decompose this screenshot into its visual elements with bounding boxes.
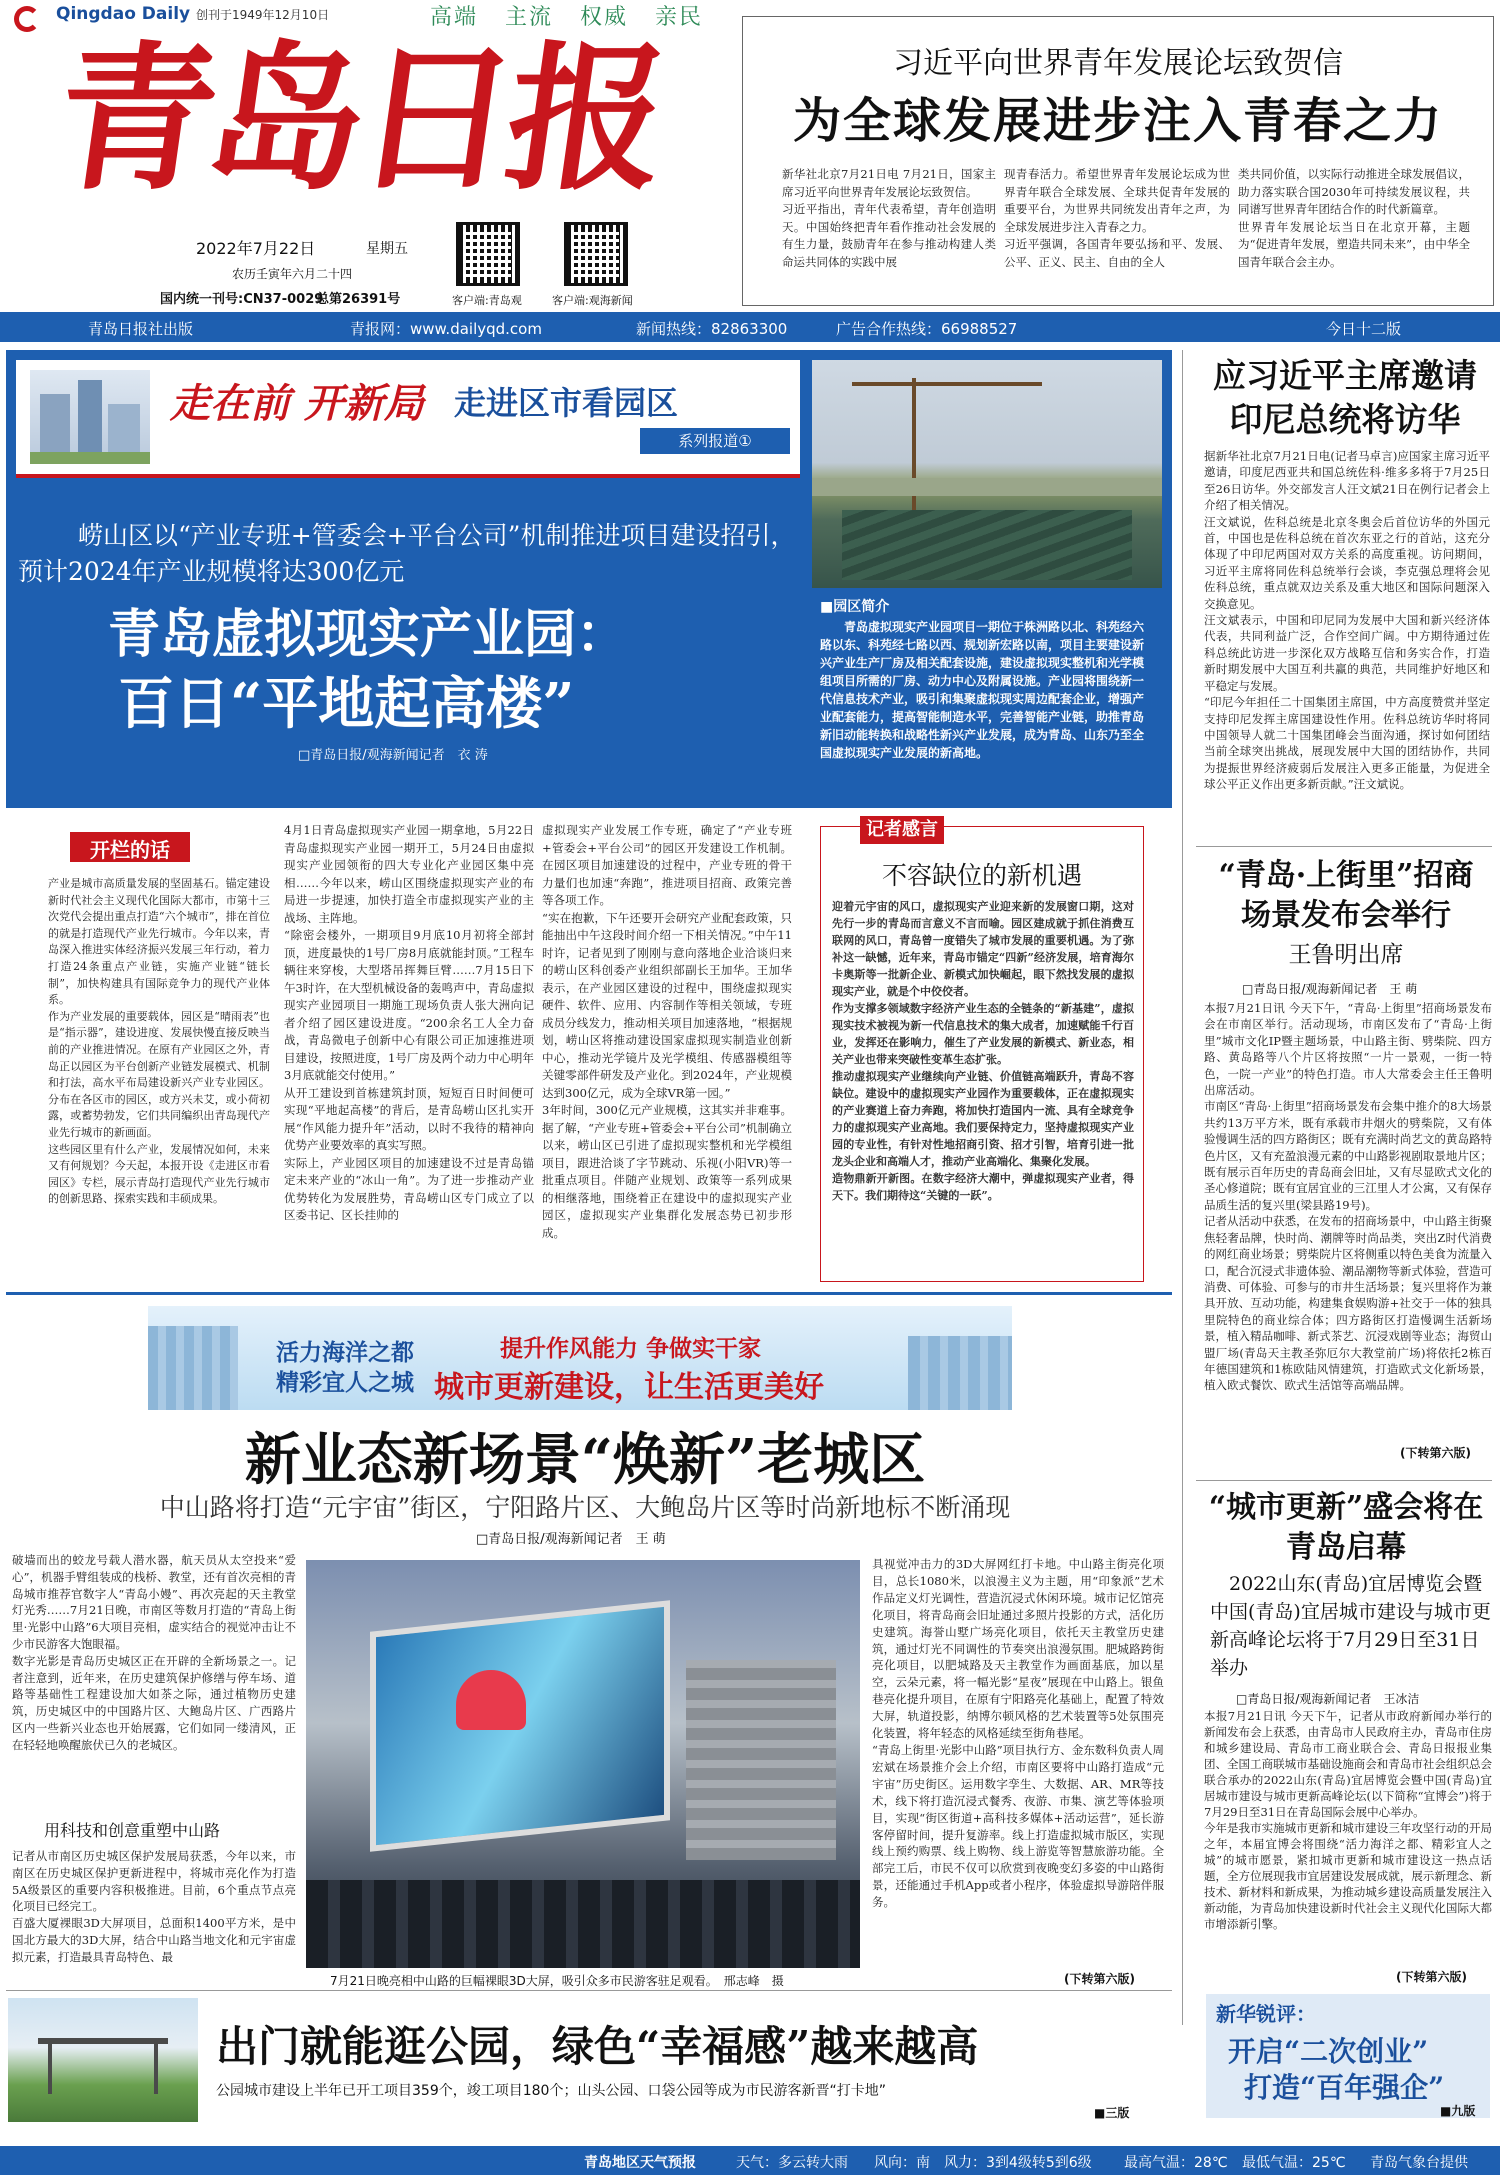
photo-caption: 7月21日晚亮相中山路的巨幅裸眼3D大屏，吸引众多市民游客驻足观看。 邢志峰 摄 (330, 1974, 784, 1988)
xinhua-headline-2[interactable]: 打造“百年强企” (1244, 2071, 1445, 2104)
divider (6, 1990, 1172, 1991)
founded-date: 创刊于1949年12月10日 (196, 8, 330, 22)
story3-subhead: 2022山东(青岛)宜居博览会暨中国(青岛)宜居城市建设与城市更新高峰论坛将于7月29日至31日举办 (1210, 1573, 1491, 1679)
story2-continued[interactable]: (下转第六版) (1400, 1446, 1471, 1460)
story2-text: 本报7月21日讯 今天下午，“青岛·上街里”招商场景发布会在市南区举行。活动现场，市南区发布了“青岛·上街里”城市文化IP暨主题场景，中山路主街、劈柴院、四方路、黄岛路等八个片区将按照“一片一景观，一街一特色，一院一产业”的特色打造。市人大常委会主任王鲁明出席活动。 市南区“青岛·上街里”招商场景发布会集中推介的8大场景共约13万平方米，既有承载市井烟火的劈柴院，又有体验慢调生活的四方路街区；既有充满时尚艺文的黄岛路特色片区，又有充盈浪漫元素的中山路影视剧取景地片区；既有展示百年历史的青岛商会旧址，又有尽显欧式文化的圣心修道院；既有宜居宜业的三江里人才公寓，又有保存品质生活的复兴里(梁县路19号)。 记者从活动中获悉，在发布的招商场景中，中山路主街聚焦轻奢品牌，快时尚、潮牌等时尚品类，突出Z时代消费的网红商业场景；劈柴院片区将侧重以特色美食为流量入口，配合沉浸式非遗体验、潮品潮物等新式体验，营造可消费、可体验、可参与的市井生活场景；复兴里将作为兼具开放、互动功能，构建集食娱购游+社交于一体的独具里院特色的商业综合体；四方路街区打造慢调生活新场景，植入精品咖啡、新式茶艺、沉浸戏剧等业态；海贸山盟厂场(青岛天主教圣弥厄尔大教堂前广场)将依托2栋百年德国建筑和1栋欧陆风情建筑，打造欧式文化新场景，植入欧式餐饮、欧式生活馆等高端品牌。 (1204, 1001, 1492, 1393)
urban-banner-line2: 精彩宜人之城 (276, 1369, 414, 1396)
top-story-col2: 现青春活力。希望世界青年发展论坛成为世界青年联合全球发展、全球共促青年发展的重要平台，为世界共同统发出青年之声，为全球发展进步注入青春之力。 习近平强调，各国青年要弘扬和平、发展、公平、正义、民主、自由的全人 (1004, 167, 1230, 269)
building-illustration-icon (30, 370, 150, 464)
issue-number: 总第26391号 (316, 292, 401, 307)
park-intro-label: ■园区简介 (820, 599, 890, 615)
divider (1196, 846, 1492, 847)
slogans: 高端 主流 权威 亲民 (430, 5, 703, 30)
bottom-subhead: 公园城市建设上半年已开工项目359个，竣工项目180个；山头公园、口袋公园等成为市民游客新晋“打卡地” (216, 2083, 886, 2099)
lunar-date: 农历壬寅年六月二十四 (232, 267, 353, 281)
story1-headline[interactable]: 应习近平主席邀请印尼总统将访华 (1213, 356, 1477, 439)
issue-date: 2022年7月22日 (196, 239, 316, 258)
page-count: 今日十二版 (1326, 320, 1402, 338)
bottom-headline[interactable]: 出门就能逛公园，绿色“幸福感”越来越高 (216, 2022, 979, 2071)
story2-subhead: 王鲁明出席 (1288, 942, 1404, 968)
weather-source: 青岛气象台提供 (1370, 2155, 1468, 2171)
issue-weekday: 星期五 (366, 241, 408, 257)
feature-body-col3: 虚拟现实产业发展工作专班，确定了“产业专班+管委会+平台公司”的园区开发建设工作机制。在园区项目加速建设的过程中，产业专班的骨干力量们也加速“奔跑”，推进项目招商、政策完善等各项工作。 “实在抱歉，下午还要开会研究产业配套政策，只能抽出中午这段时间介绍一下相关情况。”中午11时许，记者见到了刚刚与意向落地企业洽谈归来的崂山区科创委产业组织部副长王加华。王加华表示，在产业园区建设的过程中，围绕虚拟现实硬件、软件、应用、内容制作等相关领域，专班成员分线发力，推动相关项目加速落地，“根据规划，崂山区将推动建设国家虚拟现实制造业创新中心，推动光学镜片及光学模组、传感器模组等关键零部件研发及产业化。到2024年，产业规模达到300亿元，成为全球VR第一园。” 3年时间，300亿元产业规模，这其实并非难事。据了解，“产业专班+管委会+平台公司”机制确立以来，崂山区已引进了虚拟现实整机和光学模组项目，跟进洽谈了字节跳动、乐视(小阳VR)等一批重点项目。伴随产业规划、政策等一系列成果的相继落地，围绕着正在建设中的虚拟现实产业园区，虚拟现实产业集群化发展态势已初步形成。 (542, 823, 792, 1240)
opening-label-text: 开栏的话 (90, 838, 170, 862)
ad-hotline: 广告合作热线：66988527 (836, 320, 1018, 338)
commentary-text: 迎着元宇宙的风口，虚拟现实产业迎来新的发展窗口期，这对先行一步的青岛而言意义不言而喻。园区建成就于抓住消费互联网的风口，青岛曾一度错失了城市发展的重要机遇。为了弥补这一缺憾，近年来，青岛市锚定“四新”经济发展，培育海尔卡奥斯等一批新企业、新模式加快崛起，眼下然找发展的虚拟现实产业，就是个中佼佼者。 作为支撑多领域数字经济产业生态的全链条的“新基建”，虚拟现实技术被视为新一代信息技术的集大成者，加速赋能千行百业，发挥还在影响力，催生了产业发展的新模式、新业态，相关产业也带来突破性变革生态扩张。 推动虚拟现实产业继续向产业链、价值链高端跃升，青岛不容缺位。建设中的虚拟现实产业园作为重要载体，正在虚拟现实的产业赛道上奋力奔跑，将加快打造国内一流、具有全球竞争力的虚拟现实产业高地。我们要保持定力，坚持虚拟现实产业园的专业性，有针对性地招商引资、招才引智，培育引进一批龙头企业和高端人才，推动产业高端化、集聚化发展。 造物鼎新开新图。在数字经济大潮中，弹虚拟现实产业者，得天下。我们期待这“关键的一跃”。 (832, 900, 1134, 1202)
story3-headline[interactable]: “城市更新”盛会将在青岛启幕 (1208, 1490, 1484, 1565)
urban-banner-title: 城市更新建设，让生活更美好 (434, 1370, 824, 1405)
top-story-kicker: 习近平向世界青年发展论坛致贺信 (893, 46, 1343, 81)
xinhua-headline-1[interactable]: 开启“二次创业” (1228, 2035, 1429, 2068)
urban-body-left2: 记者从市南区历史城区保护发展局获悉，今年以来，市南区在历史城区保护更新进程中，将城市亮化作为打造5A级景区的重要内容积极推进。目前，6个重点节点亮化项目已经完工。 百盛大厦裸眼3D大屏项目，总面积1400平方米，是中国北方最大的3D大屏，结合中山路当地文化和元宇宙虚拟元素，打造最具青岛特色、最 (12, 1849, 296, 1964)
story2-headline[interactable]: “青岛·上街里”招商场景发布会举行 (1218, 858, 1474, 933)
urban-subhead2: 用科技和创意重塑中山路 (44, 1821, 221, 1840)
red-mark-icon (14, 6, 40, 32)
weather-wind-force: 风力：3到4级转5到6级 (944, 2155, 1092, 2171)
story3-byline: □青岛日报/观海新闻记者 王冰洁 (1236, 1692, 1420, 1706)
divider (6, 1292, 1172, 1295)
qr-label-2: 客户端:观海新闻 (552, 294, 633, 307)
news-hotline: 新闻热线：82863300 (636, 320, 788, 338)
top-story-headline[interactable]: 为全球发展进步注入青春之力 (792, 93, 1443, 149)
weather-condition: 天气：多云转大雨 (736, 2155, 848, 2171)
weather-label: 青岛地区天气预报 (584, 2155, 696, 2171)
bottom-page-ref: ■三版 (1094, 2106, 1130, 2120)
issn: 国内统一刊号:CN37-0029 (160, 292, 324, 307)
banner-sub: 走进区市看园区 (454, 384, 679, 422)
xinhua-page-ref: ■九版 (1440, 2104, 1476, 2118)
feature-subhead: 崂山区以“产业专班+管委会+平台公司”机制推进项目建设招引，预计2024年产业规模将达300亿元 (18, 521, 796, 586)
newspaper-logo: 青岛日报 (45, 27, 672, 212)
urban-body-right: 具视觉冲击力的3D大屏网红打卡地。中山路主街亮化项目，总长1080米，以浪漫主义为主题，用“印象派”艺术作品定义灯光调性，营造沉浸式休闲环境。城市记忆馆亮化项目，将青岛商会旧址通过多照片投影的方式，活化历史建筑。海誉山墅广场亮化项目，依托天主教堂历史建筑，通过灯光不同调性的节奏突出浪漫氛围。肥城路跨街亮化项目，以肥城路及天主教堂作为画面基底，加以星空，云朵元素，将一幅光影“星夜”展现在中山路上。银鱼巷亮化提升项目，在原有宁阳路亮化基础上，配置了特效大屏，轨道投影，纳博尔顿风格的艺术装置等5处氛围亮化装置，将年轻态的风格延续至街角巷尾。 “青岛上街里·光影中山路”项目执行方、金东数科负责人周宏斌在场景推介会上介绍，市南区要将中山路打造成“元宇宙”历史街区。运用数字孪生、大数据、AR、MR等技术，线下将打造沉浸式餐秀、夜游、市集、演艺等体验项目，实现“街区街道+高科技多媒体+活动运营”，延长游客停留时间，提升复游率。线上打造虚拟城市版区，实现线上预约购票、线上购物、线上游览等智慧旅游功能。全部完工后，市民不仅可以欣赏到夜晚变幻多姿的中山路街景，还能通过手机App或者小程序，体验虚拟导游陪伴服务。 (872, 1557, 1164, 1910)
commentary-title: 不容缺位的新机遇 (881, 861, 1082, 890)
top-story-col1: 新华社北京7月21日电 7月21日，国家主席习近平向世界青年发展论坛致贺信。 习近平指出，青年代表希望，青年创造明天。中国始终把青年看作推动社会发展的有生力量，鼓励青年在参与推动构建人类命运共同体的实践中展 (782, 167, 996, 269)
story3-continued[interactable]: (下转第六版) (1396, 1970, 1467, 1984)
series-tag: 系列报道① (640, 428, 790, 454)
urban-subhead: 中山路将打造“元宇宙”街区，宁阳路片区、大鲍岛片区等时尚新地标不断涌现 (159, 1493, 1011, 1522)
urban-byline: □青岛日报/观海新闻记者 王 萌 (476, 1532, 666, 1547)
story3-text: 本报7月21日讯 今天下午，记者从市政府新闻办举行的新闻发布会上获悉，由青岛市人民政府主办，青岛市住房和城乡建设局、青岛市工商业联合会、青岛日报报业集团、全国工商联城市基础设施商会和青岛市社会组织总会联合承办的2022山东(青岛)宜居博览会暨中国(青岛)宜居城市建设与城市更新高峰论坛(以下简称“宜博会”)将于7月29日至31日在青岛国际会展中心举办。 今年是我市实施城市更新和城市建设三年攻坚行动的开局之年，本届宜博会将围绕“活力海洋之都、精彩宜人之城”的城市愿景，紧扣城市更新和城市建设这一热点话题，全方位展现我市宜居建设发展成就，展示新理念、新技术、新材料和新成果，为推动城乡建设高质量发展注入新动能，为青岛加快建设新时代社会主义现代化国际大都市增添新引擎。 (1204, 1709, 1492, 1931)
urban-banner-slogan: 提升作风能力 争做实干家 (500, 1335, 762, 1362)
3d-screen-photo (306, 1560, 860, 1968)
urban-continued[interactable]: (下转第六版) (1064, 1972, 1135, 1986)
urban-banner-line1: 活力海洋之都 (276, 1339, 414, 1366)
weather-wind-dir: 风向：南 (874, 2155, 930, 2171)
weather-low: 最低气温：25℃ (1242, 2155, 1346, 2171)
weather-high: 最高气温：28℃ (1124, 2155, 1228, 2171)
story1-text: 据新华社北京7月21日电(记者马卓言)应国家主席习近平邀请，印度尼西亚共和国总统佐科·维多多将于7月25日至26日访华。外交部发言人汪文斌21日在例行记者会上介绍了相关情况。 汪文斌说，佐科总统是北京冬奥会后首位访华的外国元首，中国也是佐科总统在首次东亚之行的首站，这充分体现了中印尼两国对双方关系的高度重视。访问期间，习近平主席将同佐科总统举行会谈，李克强总理将会见佐科总统，重点就双边关系及重大地区和国际问题深入交换意见。 汪文斌表示，中国和印尼同为发展中大国和新兴经济体代表，共同利益广泛，合作空间广阔。中方期待通过佐科总统此访进一步深化双方战略互信和务实合作，打造新时期发展中大国互利共赢的典范，共同维护好地区和平稳定与发展。 “印尼今年担任二十国集团主席国，中方高度赞赏并坚定支持印尼发挥主席国建设性作用。佐科总统访华时将同中国领导人就二十国集团峰会当面沟通，探讨如何团结当前全球突出挑战，展现发展中大国的团结协作，共同为提振世界经济疲弱后发展注入更多正能量，为促进全球公平正义作出更多新贡献。”汪文斌说。 (1204, 449, 1490, 792)
urban-headline[interactable]: 新业态新场景“焕新”老城区 (244, 1427, 926, 1493)
feature-body-col2: 4月1日青岛虚拟现实产业园一期拿地，5月22日青岛虚拟现实产业园一期开工，5月24日由虚拟现实产业园领衔的四大专业化产业园区集中亮相……今年以来，崂山区围绕虚拟现实产业的布局进一步提速，加快打造全市虚拟现实产业的主战场、主阵地。 “除密会楼外，一期项目9月底10月初将全部封顶，进度最快的1号厂房8月底就能封顶。”工程车辆往来穿梭，大型塔吊挥舞巨臂……7月15日下午3时许，在大型机械设备的轰鸣声中，青岛虚拟现实产业园项目一期施工现场负责人张大洲向记者介绍了园区建设进度。“200余名工人全力奋战，青岛微电子创新中心有限公司正加速推进项目建设，按照进度，1号厂房及两个动力中心明年3月底就能交付使用。” 从开工建设到首栋建筑封顶，短短百日时间便可实现“平地起高楼”的背后，是青岛崂山区扎实开展“作风能力提升年”活动，以时不我待的精神向优势产业要效率的真实写照。 实际上，产业园区项目的加速建设不过是青岛锚定未来产业的“冰山一角”。为了进一步推动产业优势转化为发展胜势，青岛崂山区专门成立了以区委书记、区长挂帅的 (284, 823, 534, 1222)
qr-code-icon[interactable] (564, 222, 628, 286)
urban-body-left: 破墙而出的蛟龙号载人潜水器，航天员从太空投来“爱心”，机器手臂组装成的栈桥、教堂，还有首次亮相的青岛城市推荐官数字人“青岛小嫚”、再次亮起的天主教堂灯光秀……7月21日晚，市南区等数月打造的“青岛上街里·光影中山路”6大项目亮相，虚实结合的视觉冲击让不少市民游客大饱眼福。 数字光影是青岛历史城区正在开辟的全新场景之一。记者注意到，近年来，在历史建筑保护修缮与停车场、道路等基础性工程建设加大如茶之际，通过植物历史建筑，历史城区中的中国路片区、大鲍岛片区、广西路片区内一些新兴业态也开始展露，它们如同一缕清风，正在轻轻地唤醒旅伏已久的老城区。 (12, 1553, 296, 1752)
divider (1182, 350, 1183, 2025)
park-intro-text: 青岛虚拟现实产业园项目一期位于株洲路以北、科苑经六路以东、科苑经七路以西、规划新宏路以南，项目主要建设新兴产业生产厂房及相关配套设施，建设虚拟现实整机和光学模组项目所需的厂房、动力中心及附属设施。产业园将围绕新一代信息技术产业，吸引和集聚虚拟现实周边配套企业，增强产业配套能力，提高智能制造水平，完善智能产业链，助推青岛新旧动能转换和战略性新兴产业发展，成为青岛、山东乃至全国虚拟现实产业发展的新高地。 (820, 620, 1145, 760)
top-story-col3: 类共同价值，以实际行动推进全球发展倡议，助力落实联合国2030年可持续发展议程，共同谱写世界青年团结合作的时代新篇章。 世界青年发展论坛当日在北京开幕，主题为“促进青年发展，塑造共同未来”，由中华全国青年联合会主办。 (1238, 167, 1470, 269)
opening-text: 产业是城市高质量发展的坚固基石。锚定建设新时代社会主义现代化国际大都市，市第十三次党代会提出重点打造“六个城市”，排在首位的就是打造现代产业先行城市。今年以来，青岛深入推进实体经济振兴发展三年行动，着力打造24条重点产业链，实施产业链“链长制”，加快构建具有国际竞争力的现代产业体系。 作为产业发展的重要载体，园区是“晴雨表”也是“指示器”，建设进度、发展快慢直接反映当前的产业推进情况。在原有产业园区之外，青岛正以园区为平台创新产业链发展模式、机制和打法，高水平布局建设新兴产业专业园区。分布在各区市的园区，或方兴未艾，或小荷初露，或蓄势勃发，它们共同编织出青岛现代产业先行城市的新画面。 这些园区里有什么产业，发展情况如何，未来又有何规划？今天起，本报开设《走进区市看园区》专栏，展示青岛打造现代产业先行城市的创新思路、探索实践和丰硕成果。 (48, 877, 270, 1206)
qr-code-icon[interactable] (456, 222, 520, 286)
xinhua-label: 新华锐评： (1216, 2002, 1316, 2026)
feature-headline-2[interactable]: 百日“平地起高楼” (118, 671, 575, 737)
construction-site-photo (812, 360, 1162, 588)
feature-headline-1[interactable]: 青岛虚拟现实产业园： (108, 604, 629, 665)
story2-byline: □青岛日报/观海新闻记者 王 萌 (1242, 982, 1418, 996)
qr-label-1: 客户端:青岛观 (452, 294, 522, 307)
commentary-label-text: 记者感言 (866, 819, 938, 840)
publisher: 青岛日报社出版 (88, 320, 194, 338)
park-photo (8, 1998, 198, 2122)
banner-title: 走在前 开新局 (170, 380, 424, 427)
divider (1196, 1480, 1492, 1481)
feature-byline: □青岛日报/观海新闻记者 衣 涛 (298, 748, 488, 763)
website-link[interactable]: 青报网：www.dailyqd.com (350, 320, 542, 338)
english-name: Qingdao Daily (56, 4, 191, 24)
